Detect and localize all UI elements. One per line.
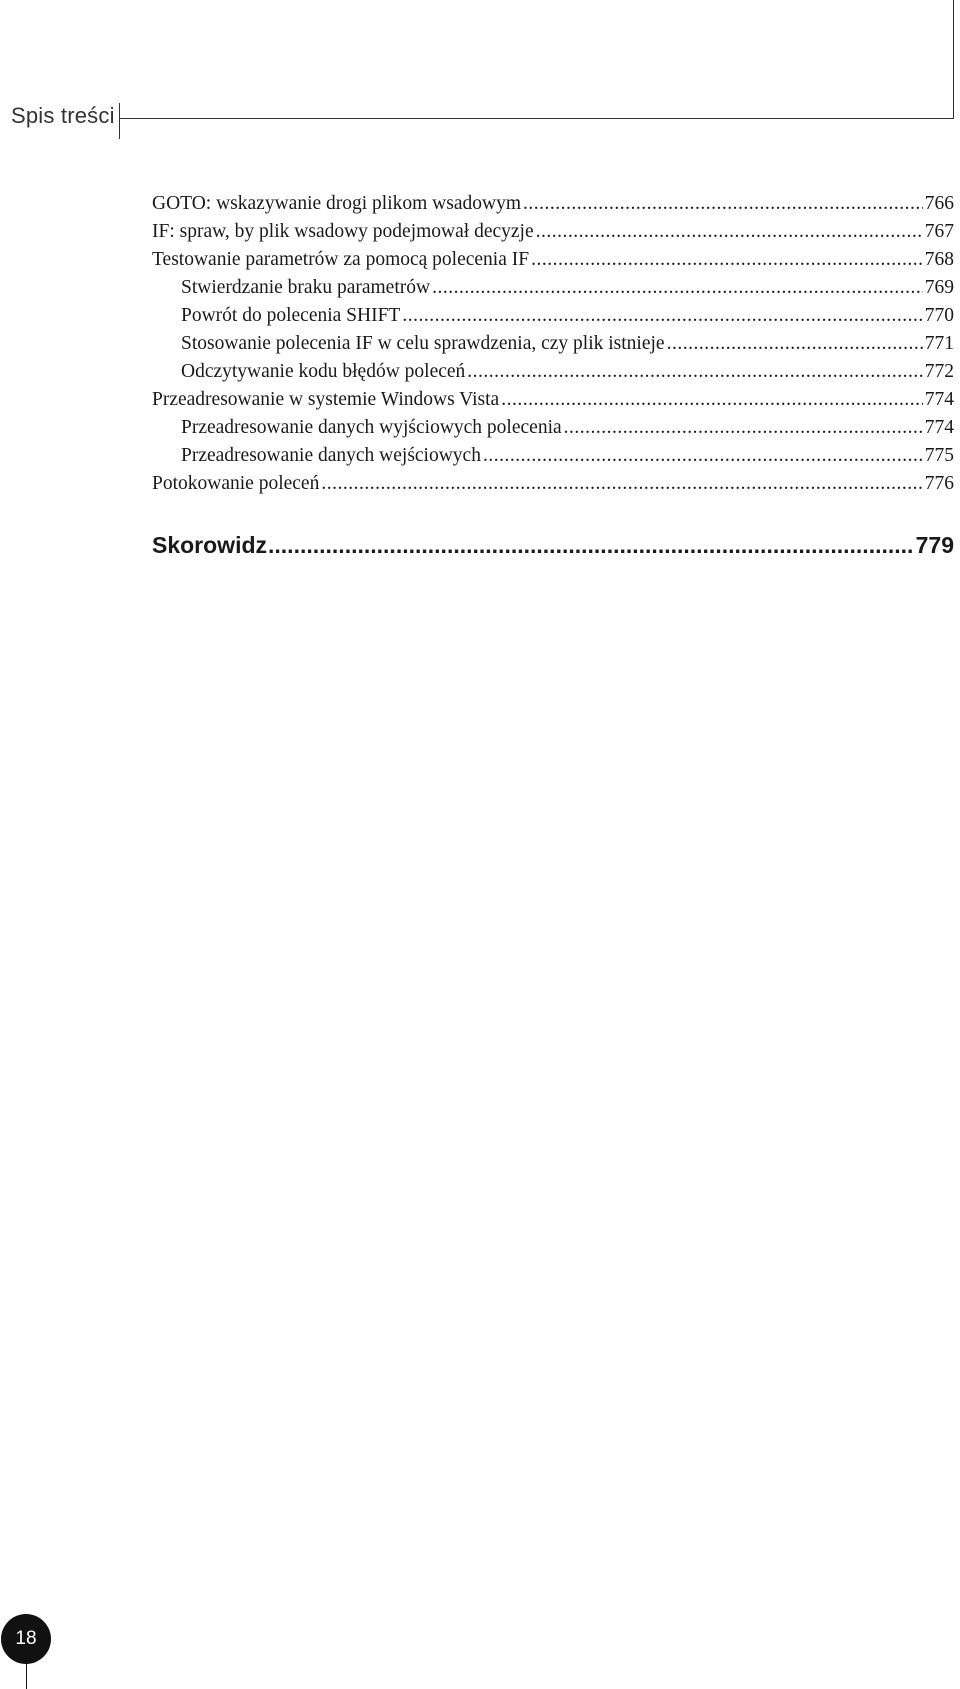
- toc-leader-dots: [523, 190, 923, 218]
- header-divider-right: [953, 0, 954, 119]
- toc-entry-title: IF: spraw, by plik wsadowy podejmował decyzje: [152, 221, 534, 242]
- toc-subentry[interactable]: [152, 302, 954, 330]
- toc-entry-title: Powrót do polecenia SHIFT: [181, 305, 401, 326]
- toc-leader-dots: [432, 274, 923, 302]
- toc-entry-title: Testowanie parametrów za pomocą polecenia IF: [152, 249, 530, 270]
- toc-entry[interactable]: [152, 246, 954, 274]
- toc-entry[interactable]: [152, 190, 954, 218]
- toc-entry-title: Przeadresowanie danych wyjściowych polecenia: [181, 417, 562, 438]
- toc-subentry[interactable]: [152, 358, 954, 386]
- toc-entry-title: Przeadresowanie danych wejściowych: [181, 445, 481, 466]
- index-entry-title: Skorowidz: [152, 532, 268, 558]
- toc-entry[interactable]: [152, 218, 954, 246]
- toc-leader-dots: [483, 442, 923, 470]
- toc-leader-dots: [501, 386, 923, 414]
- toc-entry-title: Przeadresowanie w systemie Windows Vista: [152, 389, 500, 410]
- toc-entry-page: 770: [924, 305, 954, 326]
- header-divider-vertical: [119, 103, 120, 139]
- toc-entry-page: 774: [924, 389, 954, 410]
- toc-subentry[interactable]: [152, 414, 954, 442]
- toc-subentry[interactable]: [152, 274, 954, 302]
- page-number: 18: [15, 1628, 37, 1649]
- table-of-contents: [152, 190, 954, 498]
- toc-entry-page: 767: [924, 221, 954, 242]
- toc-entry-page: 768: [924, 249, 954, 270]
- toc-entry-page: 775: [924, 445, 954, 466]
- page-number-stem: [26, 1663, 27, 1689]
- toc-index-entry[interactable]: [152, 530, 954, 560]
- toc-entry-title: Odczytywanie kodu błędów poleceń: [181, 361, 466, 382]
- toc-entry-title: GOTO: wskazywanie drogi plikom wsadowym: [152, 193, 522, 214]
- index-entry-page: 779: [915, 532, 954, 558]
- toc-leader-dots: [321, 470, 922, 498]
- toc-entry-page: 769: [924, 277, 954, 298]
- toc-leader-dots: [402, 302, 922, 330]
- toc-entry[interactable]: [152, 386, 954, 414]
- toc-leader-dots: [467, 358, 922, 386]
- toc-leader-dots: [667, 330, 923, 358]
- toc-subentry[interactable]: [152, 442, 954, 470]
- toc-entry-title: Stosowanie polecenia IF w celu sprawdzenia, czy plik istnieje: [181, 333, 665, 354]
- toc-entry-title: Potokowanie poleceń: [152, 473, 320, 494]
- toc-entry-page: 774: [924, 417, 954, 438]
- toc-entry-title: Stwierdzanie braku parametrów: [181, 277, 431, 298]
- toc-entry[interactable]: [152, 470, 954, 498]
- toc-leader-dots: [536, 218, 923, 246]
- toc-leader-dots: [564, 414, 923, 442]
- header-rule: [120, 118, 954, 119]
- toc-entry-page: 771: [924, 333, 954, 354]
- toc-entry-page: 776: [924, 473, 954, 494]
- toc-leader-dots: [268, 530, 913, 560]
- toc-entry-page: 766: [924, 193, 954, 214]
- page-number-badge: [1, 1614, 51, 1664]
- running-header-title: Spis treści: [11, 103, 115, 128]
- toc-entry-page: 772: [924, 361, 954, 382]
- toc-leader-dots: [531, 246, 923, 274]
- toc-subentry[interactable]: [152, 330, 954, 358]
